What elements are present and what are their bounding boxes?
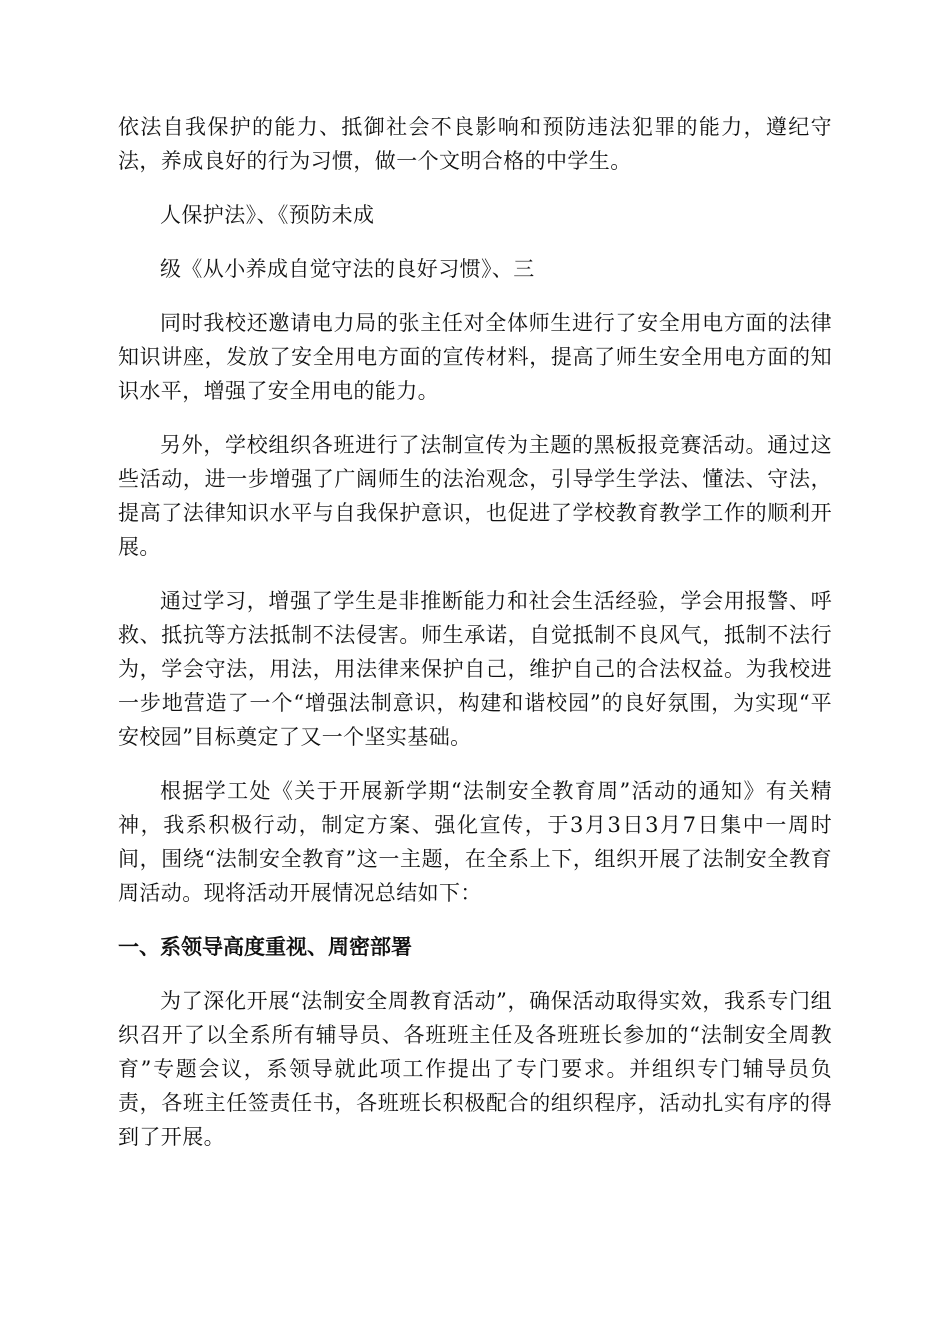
paragraph-section-1: 为了深化开展“法制安全周教育活动”，确保活动取得实效，我系专门组织召开了以全系所有辅导员、各班班主任及各班班长参加的“法制安全周教育”专题会议，系领导就此项工作提出了专门要求。并组织专门辅导员负责，各班主任签责任书，各班班长积极配合的组织程序，活动扎实有序的得到了开展。 <box>118 989 832 1149</box>
paragraph-fragment-1: 人保护法》、《预防未成 <box>160 203 375 227</box>
document-page <box>118 110 832 1154</box>
paragraph-learning-outcome: 通过学习，增强了学生是非推断能力和社会生活经验，学会用报警、呼救、抵抗等方法抵制不法侵害。师生承诺，自觉抵制不良风气，抵制不法行为，学会守法，用法，用法律来保护自己，维护自己的合法权益。为我校进一步地营造了一个“增强法制意识，构建和谐校园”的良好氛围，为实现“平安校园”目标奠定了又一个坚实基础。 <box>118 589 832 749</box>
section-heading-1: 一、系领导高度重视、周密部署 <box>118 935 412 959</box>
paragraph-blackboard-contest: 另外，学校组织各班进行了法制宣传为主题的黑板报竞赛活动。通过这些活动，进一步增强了广阔师生的法治观念，引导学生学法、懂法、守法，提高了法律知识水平与自我保护意识，也促进了学校教育教学工作的顺利开展。 <box>118 433 832 559</box>
paragraph-electricity-lecture: 同时我校还邀请电力局的张主任对全体师生进行了安全用电方面的法律知识讲座，发放了安全用电方面的宣传材料，提高了师生安全用电方面的知识水平，增强了安全用电的能力。 <box>118 311 832 403</box>
paragraph-continued: 依法自我保护的能力、抵御社会不良影响和预防违法犯罪的能力，遵纪守法，养成良好的行为习惯，做一个文明合格的中学生。 <box>118 115 832 173</box>
paragraph-activity-intro: 根据学工处《关于开展新学期“法制安全教育周”活动的通知》有关精神，我系积极行动，制定方案、强化宣传，于3月3日3月7日集中一周时间，围绕“法制安全教育”这一主题，在全系上下，组织开展了法制安全教育周活动。现将活动开展情况总结如下： <box>118 779 832 905</box>
paragraph-fragment-2: 级《从小养成自觉守法的良好习惯》、三 <box>160 257 535 281</box>
